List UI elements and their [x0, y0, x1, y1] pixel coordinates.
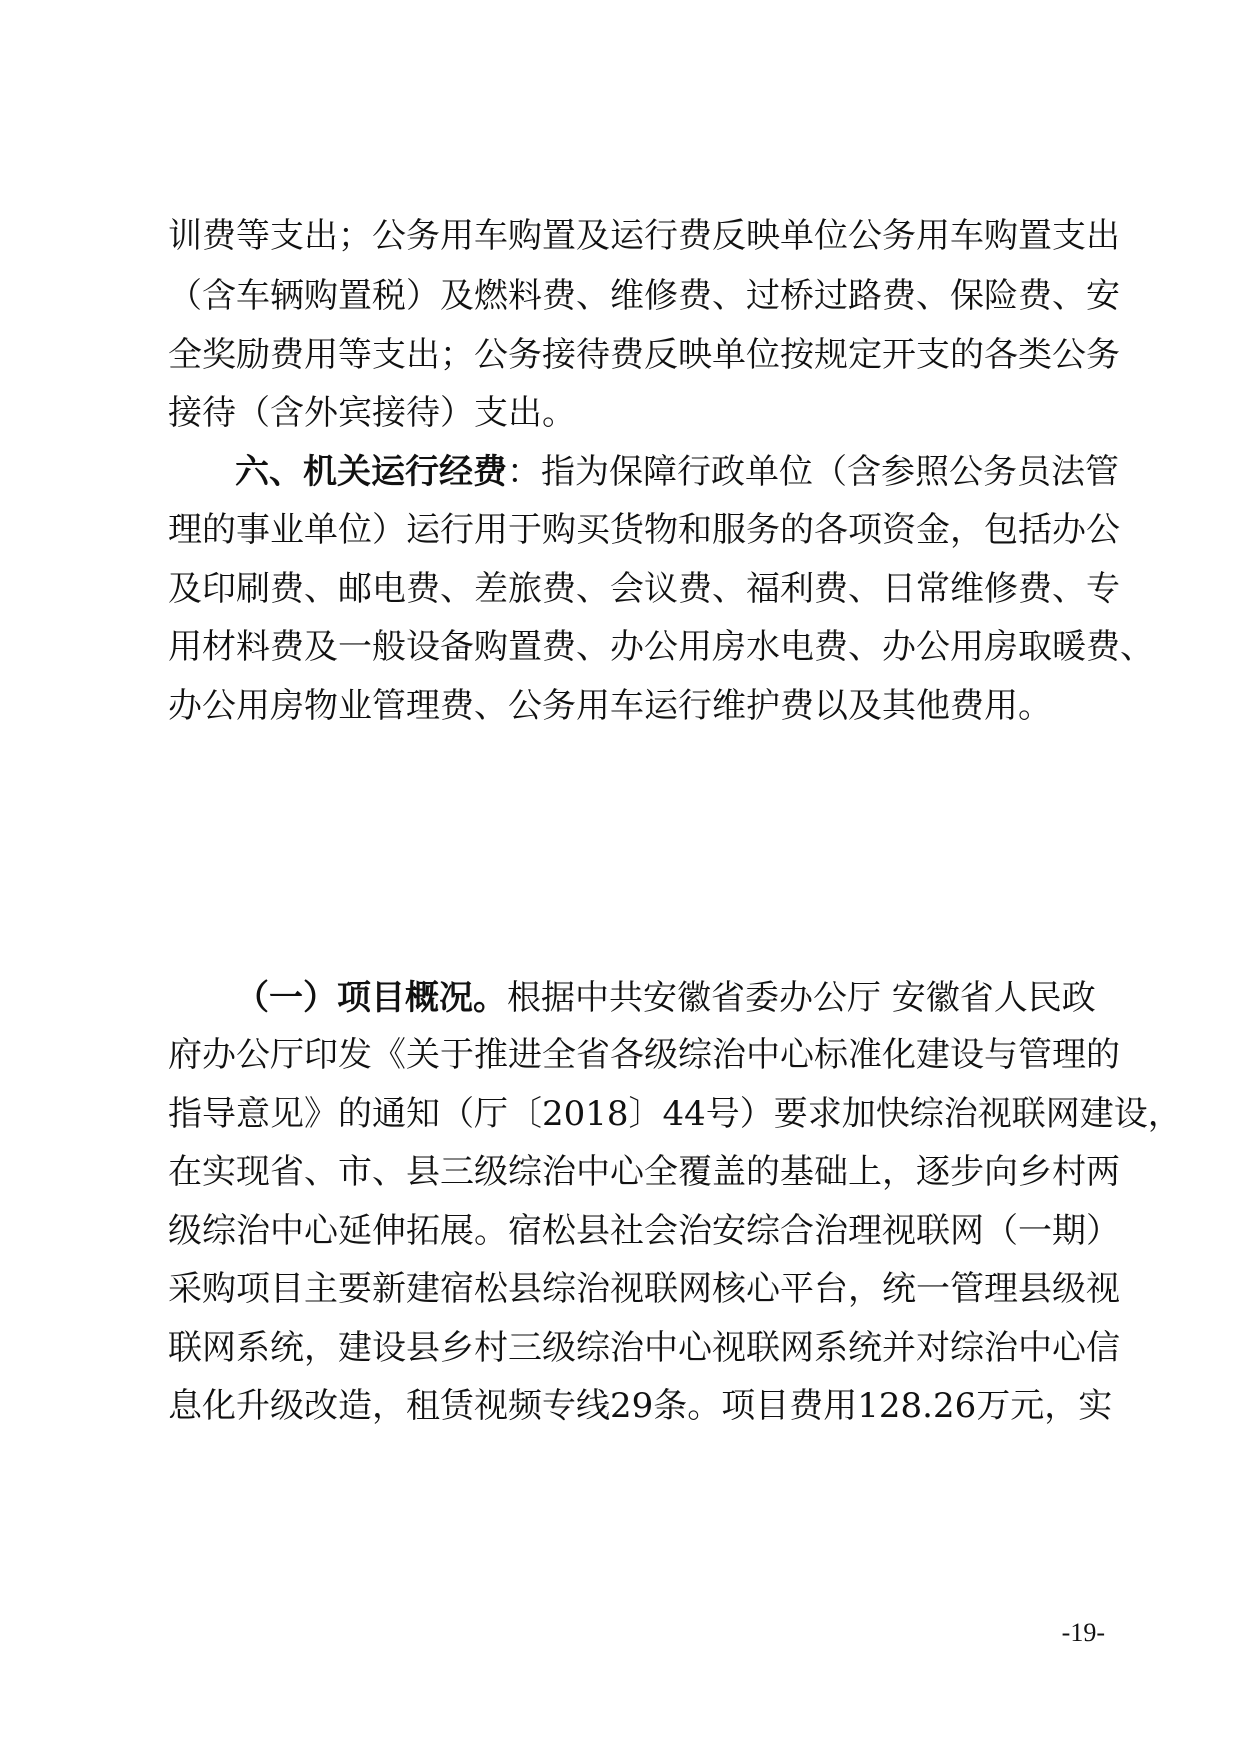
paragraph-line: （含车辆购置税）及燃料费、维修费、过桥过路费、保险费、安 — [168, 276, 1120, 316]
paragraph-line: 办公用房物业管理费、公务用车运行维护费以及其他费用。 — [168, 686, 1052, 726]
paragraph-line: 级综治中心延伸拓展。宿松县社会治安综合治理视联网（一期） — [168, 1211, 1120, 1251]
chapter-heading — [235, 910, 1084, 970]
paragraph-line: 在实现省、市、县三级综治中心全覆盖的基础上，逐步向乡村两 — [168, 1152, 1120, 1192]
paragraph-line: 采购项目主要新建宿松县综治视联网核心平台，统一管理县级视 — [168, 1269, 1120, 1309]
section-heading — [235, 734, 1084, 794]
report-title-line-2 — [0, 846, 1241, 906]
page-number: -19- — [1061, 1618, 1105, 1647]
paragraph-line — [235, 442, 1119, 502]
inline-heading: 六、机关运行经费 — [235, 452, 507, 492]
paragraph-line: 训费等支出；公务用车购置及运行费反映单位公务用车购置支出 — [168, 216, 1120, 256]
paragraph-line: 息化升级改造，租赁视频专线29条。项目费用128.26万元，实 — [168, 1386, 1113, 1426]
paragraph-line: 及印刷费、邮电费、差旅费、会议费、福利费、日常维修费、专 — [168, 569, 1120, 609]
paragraph-line: 指导意见》的通知（厅〔2018〕44号）要求加快综治视联网建设， — [168, 1094, 1182, 1134]
inline-text: ：指为保障行政单位（含参照公务员法管 — [507, 452, 1119, 492]
paragraph-line: 理的事业单位）运行用于购买货物和服务的各项资金，包括办公 — [168, 510, 1120, 550]
report-title-line-1 — [0, 791, 1241, 851]
inline-heading: （一）项目概况。 — [235, 978, 507, 1018]
paragraph-line — [235, 968, 1096, 1028]
paragraph-line: 联网系统，建设县乡村三级综治中心视联网系统并对综治中心信 — [168, 1328, 1120, 1368]
paragraph-line: 全奖励费用等支出；公务接待费反映单位按规定开支的各类公务 — [168, 335, 1120, 375]
paragraph-line: 接待（含外宾接待）支出。 — [168, 393, 576, 433]
paragraph-line: 用材料费及一般设备购置费、办公用房水电费、办公用房取暖费、 — [168, 627, 1154, 667]
inline-text: 根据中共安徽省委办公厅 安徽省人民政 — [507, 978, 1096, 1018]
paragraph-line: 府办公厅印发《关于推进全省各级综治中心标准化建设与管理的 — [168, 1035, 1120, 1075]
